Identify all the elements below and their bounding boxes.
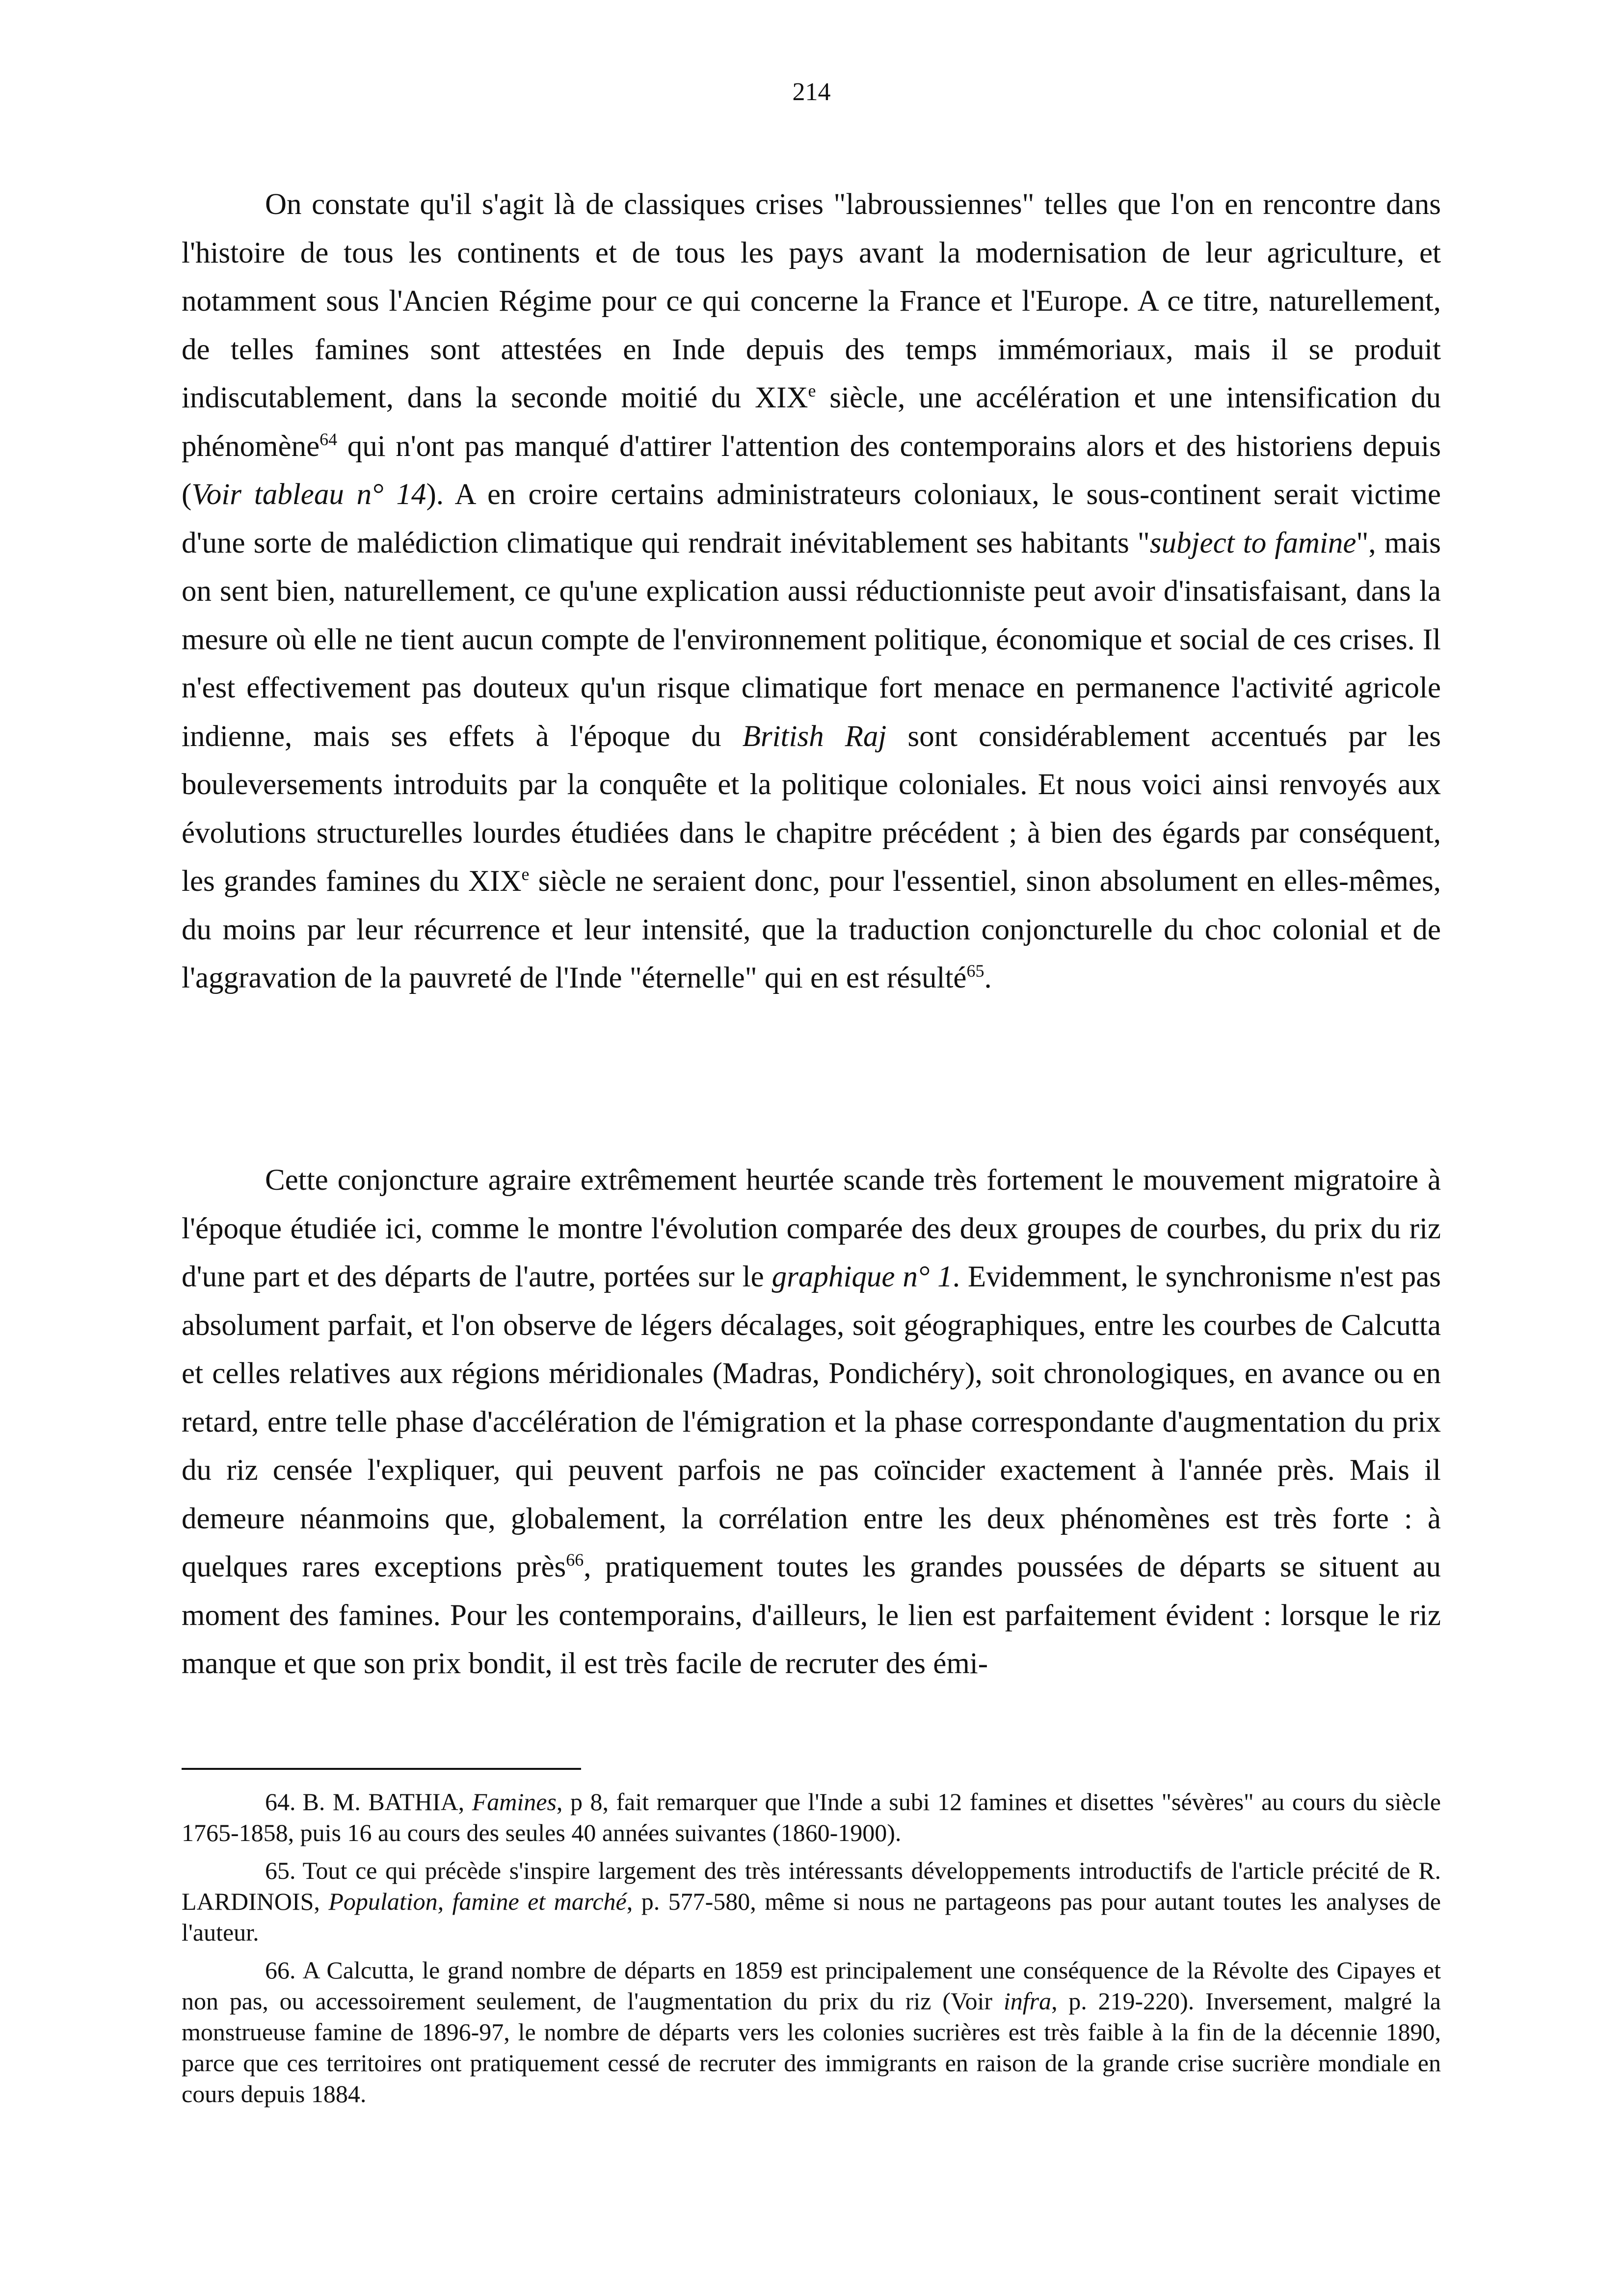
text-run: , p. 577-580, même si nous ne partageons pas pour autant toutes les analyses de l'auteur. <box>182 1888 1441 1946</box>
footnote-text <box>182 1788 1441 1846</box>
text-run: , pratiquement toutes les grandes poussées de départs se situent au moment des famines. Pour les contemporains, d'ailleurs, le lien est parfaitement évident : lorsque le riz manque et que son prix bondit, il est très facile de recruter des émi- <box>182 1550 1441 1680</box>
text-run: sont considérablement accentués par les bouleversements introduits par la conquête et la politique coloniales. Et nous voici ainsi renvoyés aux évolutions structurelles lourdes étudiées dans le chapitre précédent ; à bien des égards par conséquent, les grandes famines du XIX <box>182 720 1441 898</box>
body-paragraph-1 <box>182 181 1441 1003</box>
footnote-number: 64. <box>265 1788 296 1815</box>
italic-text: Population, famine et marché <box>328 1888 627 1915</box>
text-run: B. M. BATHIA, <box>302 1788 472 1815</box>
italic-text: infra <box>1003 1987 1052 2015</box>
footnote-65 <box>182 1855 1441 1948</box>
footnote-text <box>182 1956 1441 2108</box>
body-paragraph-2 <box>182 1156 1441 1688</box>
footnotes <box>182 1787 1441 2116</box>
superscript: e <box>808 381 816 400</box>
footnote-number: 66. <box>265 1956 296 1984</box>
text-run: Cette conjoncture agraire extrêmement heurtée scande très fortement le mouvement migratoire à l'époque étudiée ici, comme le montre l'évolution comparée des deux groupes de courbes, du prix du riz d'une part et des départs de l'autre, portées sur le <box>182 1164 1441 1293</box>
text-run: siècle, une accélération et une intensification du phénomène <box>182 381 1441 463</box>
text-run: On constate qu'il s'agit là de classiques crises "labroussiennes" telles que l'on en rencontre dans l'histoire de tous les continents et de tous les pays avant la modernisation de leur agriculture, et notamment sous l'Ancien Régime pour ce qui concerne la France et l'Europe. A ce titre, naturellement, de telles famines sont attestées en Inde depuis des temps immémoriaux, mais il se produit indiscutablement, dans la seconde moitié du XIX <box>182 188 1441 414</box>
paragraph-text <box>182 181 1441 1003</box>
superscript: 66 <box>566 1550 584 1570</box>
text-run: siècle ne seraient donc, pour l'essentiel, sinon absolument en elles-mêmes, du moins par leur récurrence et leur intensité, que la traduction conjoncturelle du choc colonial et de l'aggravation de la pauvreté de l'Inde "éternelle" qui en est résulté <box>182 865 1441 994</box>
italic-text: Famines <box>472 1788 557 1815</box>
footnote-number: 65. <box>265 1857 296 1884</box>
italic-text: British Raj <box>742 720 887 753</box>
text-run: . <box>984 961 992 994</box>
text-run: qui n'ont pas manqué d'attirer l'attention des contemporains alors et des historiens depuis ( <box>182 429 1441 511</box>
text-run: ", mais on sent bien, naturellement, ce qu'une explication aussi réductionniste peut avoir d'insatisfaisant, dans la mesure où elle ne tient aucun compte de l'environnement politique, économique et social de ces crises. Il n'est effectivement pas douteux qu'un risque climatique fort menace en permanence l'activité agricole indienne, mais ses effets à l'époque du <box>182 526 1441 753</box>
superscript: 64 <box>319 429 338 449</box>
text-run: , p 8, fait remarquer que l'Inde a subi 12 famines et disettes "sévères" au cours du siècle 1765-1858, puis 16 au cours des seules 40 années suivantes (1860-1900). <box>182 1788 1441 1846</box>
text-run: Tout ce qui précède s'inspire largement des très intéressants développements introductifs de l'article précité de R. LARDINOIS, <box>182 1857 1441 1915</box>
footnote-text <box>182 1857 1441 1946</box>
footnote-64 <box>182 1787 1441 1848</box>
superscript: e <box>521 864 530 884</box>
text-run: . Evidemment, le synchronisme n'est pas absolument parfait, et l'on observe de légers décalages, soit géographiques, entre les courbes de Calcutta et celles relatives aux régions méridionales (Madras, Pondichéry), soit chronologiques, en avance ou en retard, entre telle phase d'accélération de l'émigration et la phase correspondante d'augmentation du prix du riz censée l'expliquer, qui peuvent parfois ne pas coïncider exactement à l'année près. Mais il demeure néanmoins que, globalement, la corrélation entre les deux phénomènes est très forte : à quelques rares exceptions près <box>182 1260 1441 1583</box>
italic-text: Voir tableau n° 14 <box>191 478 426 511</box>
footnote-separator <box>182 1768 581 1770</box>
page-number: 214 <box>792 78 831 106</box>
italic-text: subject to famine <box>1149 526 1357 560</box>
superscript: 65 <box>966 961 984 981</box>
text-run: ). A en croire certains administrateurs coloniaux, le sous-continent serait victime d'une sorte de malédiction climatique qui rendrait inévitablement ses habitants " <box>182 478 1441 560</box>
italic-text: graphique n° 1 <box>772 1260 953 1293</box>
paragraph-text <box>182 1156 1441 1688</box>
footnote-66 <box>182 1955 1441 2109</box>
text-run: A Calcutta, le grand nombre de départs en 1859 est principalement une conséquence de la Révolte des Cipayes et non pas, ou accessoirement seulement, de l'augmentation du prix du riz (Voir <box>182 1956 1441 2015</box>
text-run: , p. 219-220). Inversement, malgré la monstrueuse famine de 1896-97, le nombre de départs vers les colonies sucrières est très faible à la fin de la décennie 1890, parce que ces territoires ont pratiquement cessé de recruter des immigrants en raison de la grande crise sucrière mondiale en cours depuis 1884. <box>182 1987 1441 2108</box>
